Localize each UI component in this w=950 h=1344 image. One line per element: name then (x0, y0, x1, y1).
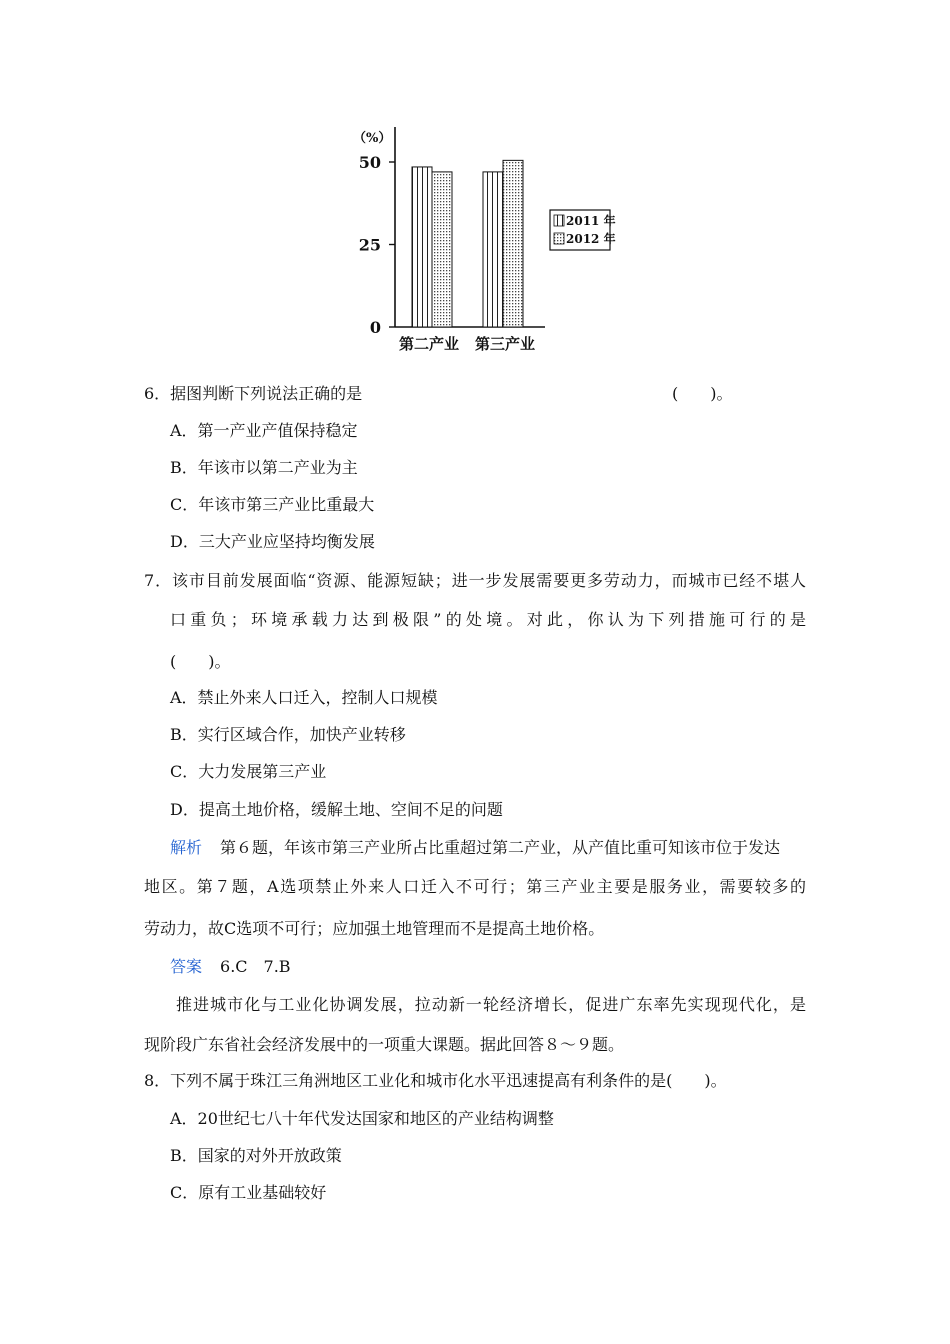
passage-line-2: 现阶段广东省社会经济发展中的一项重大课题。据此回答８～９题。 (144, 1035, 625, 1054)
y-tick-label: 25 (358, 235, 381, 255)
bar-chart (350, 120, 620, 360)
question-6-option-b: B．年该市以第二产业为主 (170, 458, 358, 477)
question-6-option-a: A．第一产业产值保持稳定 (170, 421, 358, 440)
analysis-line-1 (170, 838, 806, 858)
passage-line-1: 推进城市化与工业化协调发展，拉动新一轮经济增长，促进广东率先实现现代化，是 (176, 995, 806, 1014)
question-7-line-1: 7．该市目前发展面临“资源、能源短缺；进一步发展需要更多劳动力，而城市已经不堪人 (144, 571, 806, 590)
y-axis-unit: （%） (353, 131, 392, 146)
legend-label: 2011 年 (566, 214, 616, 228)
question-8-option-a: A．20世纪七八十年代发达国家和地区的产业结构调整 (170, 1109, 554, 1128)
answer-line (170, 957, 291, 977)
answer-text: 6.C 7.B (220, 957, 291, 976)
y-tick-label: 50 (358, 153, 381, 172)
question-7-option-b: B．实行区域合作，加快产业转移 (170, 725, 406, 744)
analysis-text: 第６题，年该市第三产业所占比重超过第二产业，从产值比重可知该市位于发达 (220, 838, 781, 857)
question-7-option-d: D．提高土地价格，缓解土地、空间不足的问题 (170, 800, 503, 819)
bar-1-series-2 (432, 172, 452, 327)
legend-swatch (554, 233, 564, 244)
question-8-stem: 8．下列不属于珠江三角洲地区工业化和城市化水平迅速提高有利条件的是( )。 (144, 1071, 727, 1090)
x-category-label: 第二产业 (398, 335, 460, 353)
legend-swatch (554, 215, 564, 226)
question-6-option-d: D．三大产业应坚持均衡发展 (170, 532, 375, 551)
question-6-answer-bracket: ( )。 (672, 384, 733, 403)
analysis-line-3: 劳动力，故C选项不可行；应加强土地管理而不是提高土地价格。 (144, 919, 605, 938)
question-7-line-3: ( )。 (170, 652, 231, 671)
analysis-label: 解析 (170, 838, 203, 857)
question-7-line-2: 口重负；环境承载力达到极限”的处境。对此，你认为下列措施可行的是 (170, 610, 806, 629)
question-8-option-c: C．原有工业基础较好 (170, 1183, 327, 1202)
question-6-option-c: C．年该市第三产业比重最大 (170, 495, 375, 514)
y-tick-label: 0 (369, 318, 381, 337)
question-8-option-b: B．国家的对外开放政策 (170, 1146, 342, 1165)
bar-2-series-2 (503, 160, 523, 327)
legend-label: 2012 年 (566, 232, 616, 246)
answer-label: 答案 (170, 957, 203, 976)
question-7-option-a: A．禁止外来人口迁入，控制人口规模 (170, 688, 438, 707)
x-category-label: 第三产业 (474, 335, 536, 353)
analysis-line-2: 地区。第７题，A选项禁止外来人口迁入不可行；第三产业主要是服务业，需要较多的 (144, 877, 806, 896)
question-7-option-c: C．大力发展第三产业 (170, 762, 327, 781)
bar-2-series-1 (483, 172, 503, 327)
question-6-stem: 6．据图判断下列说法正确的是 (144, 384, 363, 403)
bar-1-series-1 (412, 167, 432, 327)
